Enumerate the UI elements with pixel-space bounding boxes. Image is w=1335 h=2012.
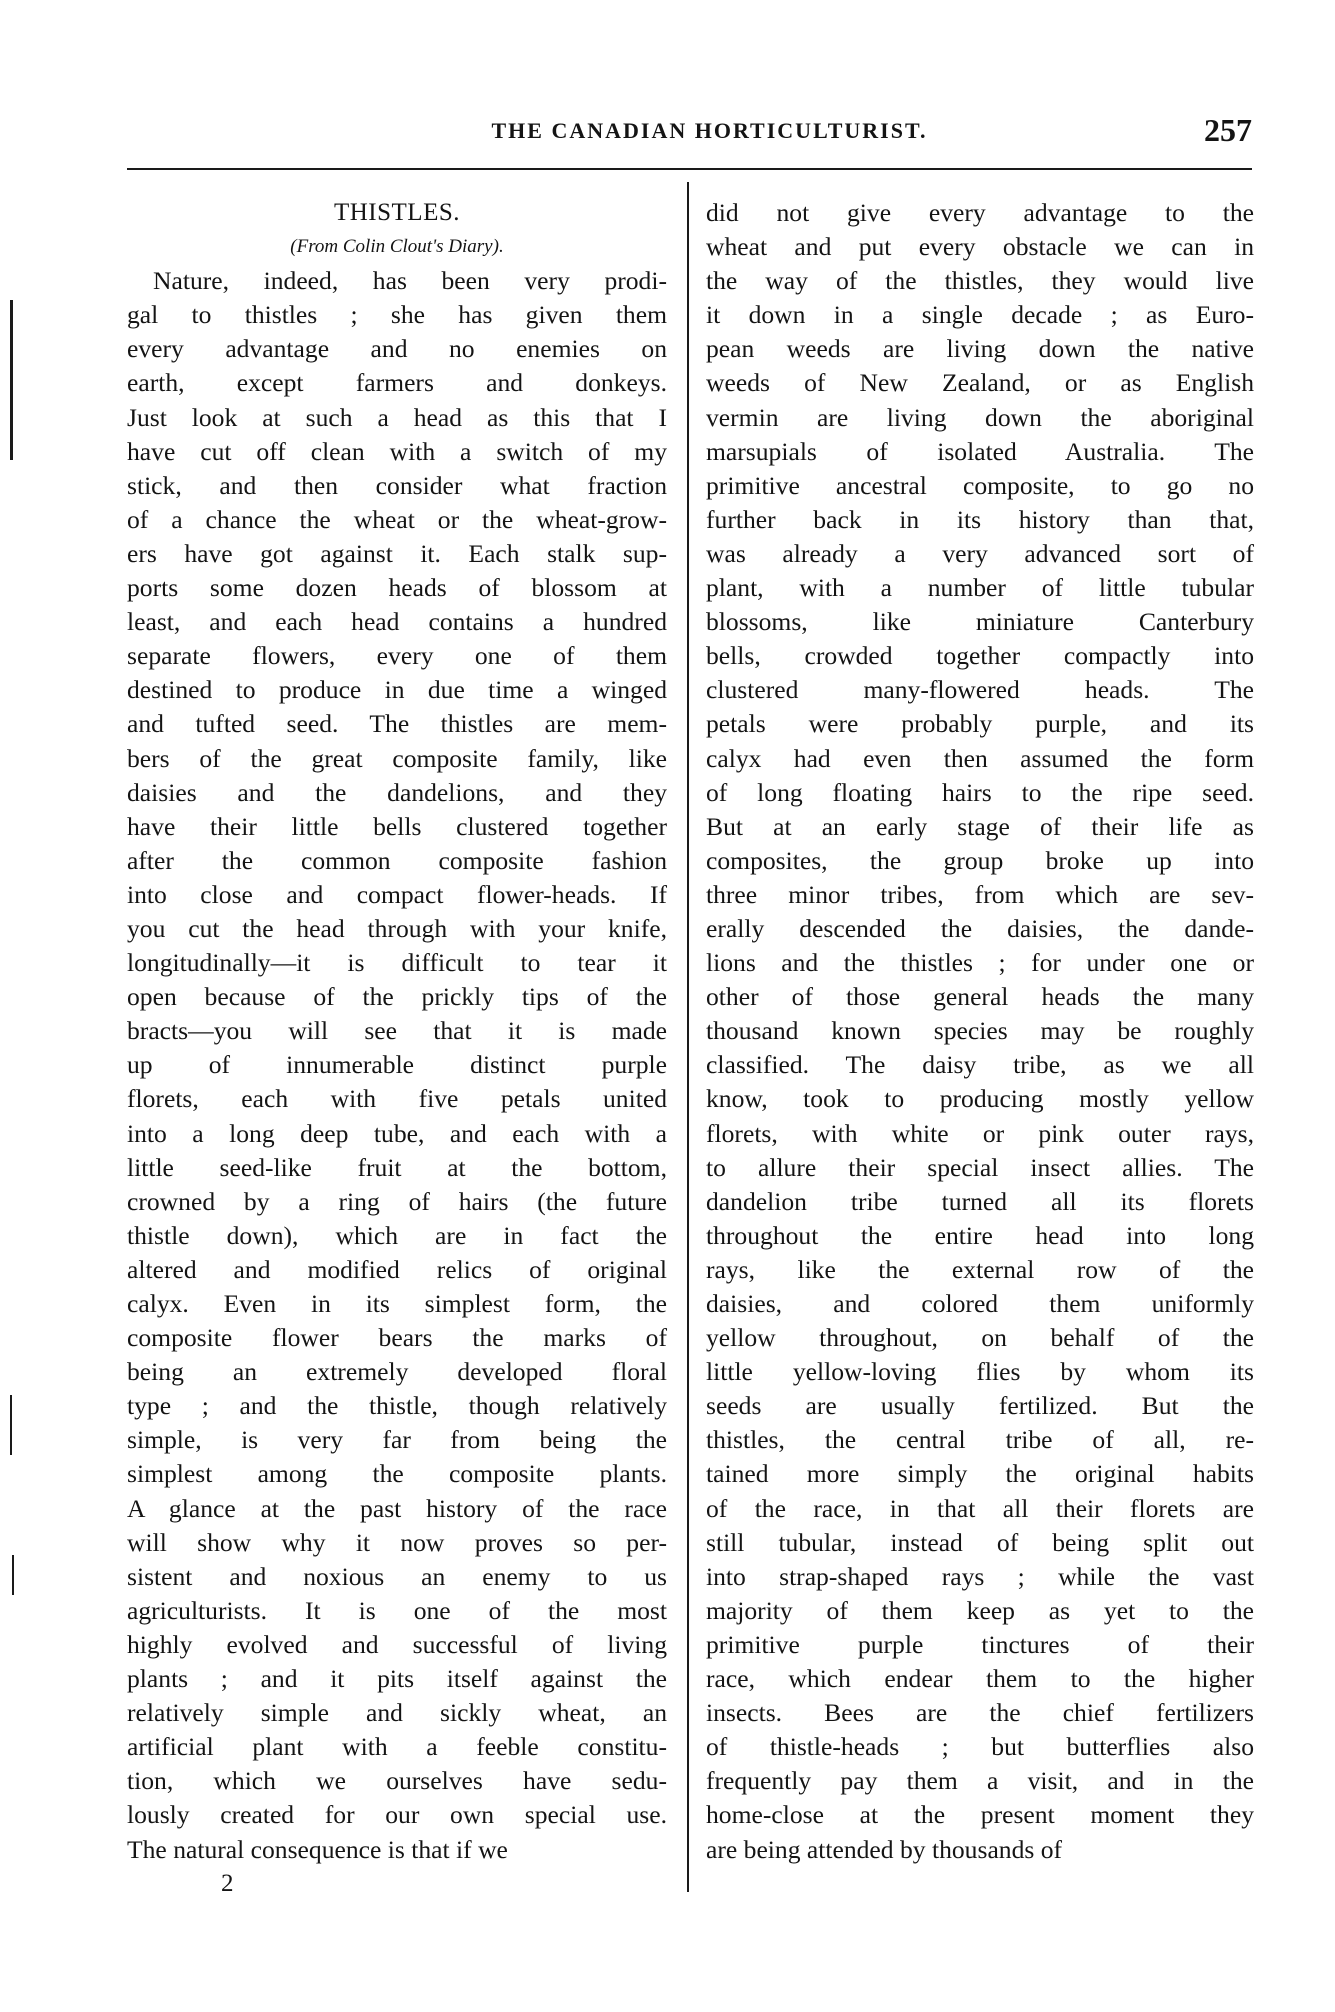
text-line: tained more simply the original habits: [706, 1459, 1254, 1489]
text-line: of long floating hairs to the ripe seed.: [706, 777, 1254, 807]
text-line: A glance at the past history of the race: [127, 1493, 667, 1523]
text-line: thistle down), which are in fact the: [127, 1220, 667, 1250]
text-line: bracts—you will see that it is made: [127, 1016, 667, 1046]
text-line: and tufted seed. The thistles are mem-: [127, 709, 667, 739]
text-line: least, and each head contains a hundred: [127, 607, 667, 637]
text-line: majority of them keep as yet to the: [706, 1595, 1254, 1625]
text-line: longitudinally—it is difficult to tear it: [127, 948, 667, 978]
text-line: crowned by a ring of hairs (the future: [127, 1186, 667, 1216]
text-line: little yellow-loving flies by whom its: [706, 1357, 1254, 1387]
column-divider: [687, 182, 689, 1892]
text-line: earth, except farmers and donkeys.: [127, 368, 667, 398]
text-line: sistent and noxious an enemy to us: [127, 1561, 667, 1591]
text-line: have cut off clean with a switch of my: [127, 436, 667, 466]
text-line: little seed-like fruit at the bottom,: [127, 1152, 667, 1182]
text-line: will show why it now proves so per-: [127, 1527, 667, 1557]
text-line: gal to thistles ; she has given them: [127, 300, 667, 330]
text-line: further back in its history than that,: [706, 504, 1254, 534]
text-line: simple, is very far from being the: [127, 1425, 667, 1455]
text-line: marsupials of isolated Australia. The: [706, 436, 1254, 466]
text-line: of thistle-heads ; but butterflies also: [706, 1732, 1254, 1762]
text-line: classified. The daisy tribe, as we all: [706, 1050, 1254, 1080]
text-line: ers have got against it. Each stalk sup-: [127, 538, 667, 568]
text-line: open because of the prickly tips of the: [127, 982, 667, 1012]
text-line: frequently pay them a visit, and in the: [706, 1766, 1254, 1796]
signature-mark: 2: [221, 1870, 234, 1897]
text-line: other of those general heads the many: [706, 982, 1254, 1012]
text-line: it down in a single decade ; as Euro-: [706, 300, 1254, 330]
running-title: THE CANADIAN HORTICULTURIST.: [491, 118, 928, 143]
right-column-text: [706, 196, 1254, 1867]
text-line: every advantage and no enemies on: [127, 334, 667, 364]
text-line: weeds of New Zealand, or as English: [706, 368, 1254, 398]
text-line: calyx. Even in its simplest form, the: [127, 1289, 667, 1318]
text-line: plants ; and it pits itself against the: [127, 1664, 667, 1694]
text-line: was already a very advanced sort of: [706, 538, 1254, 568]
text-line: calyx had even then assumed the form: [706, 743, 1254, 773]
text-line: bers of the great composite family, like: [127, 743, 667, 773]
header-rule: [127, 168, 1252, 170]
text-line: primitive purple tinctures of their: [706, 1629, 1254, 1659]
scan-edge-mark: [12, 1555, 14, 1595]
article-title: THISTLES.: [333, 199, 461, 226]
text-line: highly evolved and successful of living: [127, 1629, 667, 1659]
text-line: did not give every advantage to the: [706, 198, 1254, 227]
text-line: clustered many-flowered heads. The: [706, 675, 1254, 705]
text-line: yellow throughout, on behalf of the: [706, 1323, 1254, 1353]
text-line: altered and modified relics of original: [127, 1254, 667, 1284]
text-line: up of innumerable distinct purple: [127, 1050, 667, 1080]
text-line: lions and the thistles ; for under one or: [706, 948, 1254, 978]
text-line: Just look at such a head as this that I: [127, 402, 667, 432]
left-column: [127, 196, 667, 1867]
text-line: into strap-shaped rays ; while the vast: [706, 1561, 1254, 1591]
text-line: of the race, in that all their florets are: [706, 1493, 1254, 1523]
text-line: relatively simple and sickly wheat, an: [127, 1698, 667, 1728]
article-attribution: (From Colin Clout's Diary).: [290, 236, 504, 258]
text-line: petals were probably purple, and its: [706, 709, 1254, 739]
text-line: after the common composite fashion: [127, 845, 667, 875]
text-line: florets, with white or pink outer rays,: [706, 1118, 1254, 1148]
text-line: lously created for our own special use.: [127, 1800, 667, 1830]
text-line: destined to produce in due time a winged: [127, 675, 667, 705]
text-line: wheat and put every obstacle we can in: [706, 232, 1254, 262]
text-line: But at an early stage of their life as: [706, 811, 1254, 841]
text-line: rays, like the external row of the: [706, 1254, 1254, 1284]
text-line: know, took to producing mostly yellow: [706, 1084, 1254, 1114]
text-line: throughout the entire head into long: [706, 1220, 1254, 1250]
text-line: being an extremely developed floral: [127, 1357, 667, 1387]
text-line: stick, and then consider what fraction: [127, 470, 667, 500]
text-line: insects. Bees are the chief fertilizers: [706, 1698, 1254, 1728]
text-line: artificial plant with a feeble constitu-: [127, 1732, 667, 1762]
text-line: home-close at the present moment they: [706, 1800, 1254, 1830]
text-line: florets, each with five petals united: [127, 1084, 667, 1114]
text-line: to allure their special insect allies. The: [706, 1152, 1254, 1182]
text-line: The natural consequence is that if we: [127, 1834, 508, 1864]
text-line: type ; and the thistle, though relatively: [127, 1391, 667, 1421]
text-line: daisies and the dandelions, and they: [127, 777, 667, 807]
text-line: composites, the group broke up into: [706, 845, 1254, 875]
text-line: three minor tribes, from which are sev-: [706, 879, 1254, 909]
text-line: have their little bells clustered together: [127, 811, 667, 841]
text-line: tion, which we ourselves have sedu-: [127, 1766, 667, 1796]
text-line: are being attended by thousands of: [706, 1834, 1063, 1864]
text-line: pean weeds are living down the native: [706, 334, 1254, 364]
text-line: race, which endear them to the higher: [706, 1664, 1254, 1694]
text-line: vermin are living down the aboriginal: [706, 402, 1254, 432]
text-line: blossoms, like miniature Canterbury: [706, 607, 1254, 637]
text-line: dandelion tribe turned all its florets: [706, 1186, 1254, 1216]
text-line: thistles, the central tribe of all, re-: [706, 1425, 1254, 1455]
text-line: agriculturists. It is one of the most: [127, 1595, 667, 1625]
text-line: daisies, and colored them uniformly: [706, 1289, 1254, 1318]
text-line: of a chance the wheat or the wheat-grow-: [127, 504, 667, 534]
text-line: thousand known species may be roughly: [706, 1016, 1254, 1046]
left-column-text: [127, 264, 667, 1866]
scan-edge-mark: [10, 300, 13, 460]
text-line: composite flower bears the marks of: [127, 1323, 667, 1353]
running-header: [127, 112, 1252, 152]
text-line: the way of the thistles, they would live: [706, 266, 1254, 296]
text-line: ports some dozen heads of blossom at: [127, 573, 667, 603]
page-number: 257: [1204, 112, 1252, 148]
text-line: Nature, indeed, has been very prodi-: [153, 266, 667, 296]
scan-edge-mark: [10, 1395, 12, 1455]
text-line: primitive ancestral composite, to go no: [706, 470, 1254, 500]
text-line: into close and compact flower-heads. If: [127, 879, 667, 909]
text-line: still tubular, instead of being split out: [706, 1527, 1254, 1557]
text-line: simplest among the composite plants.: [127, 1459, 667, 1489]
text-line: seeds are usually fertilized. But the: [706, 1391, 1254, 1421]
text-line: bells, crowded together compactly into: [706, 641, 1254, 671]
right-column: [706, 196, 1254, 1867]
text-line: you cut the head through with your knife,: [127, 913, 667, 943]
text-line: plant, with a number of little tubular: [706, 573, 1254, 603]
text-line: separate flowers, every one of them: [127, 641, 667, 671]
text-line: erally descended the daisies, the dande-: [706, 913, 1254, 943]
text-line: into a long deep tube, and each with a: [127, 1118, 667, 1148]
